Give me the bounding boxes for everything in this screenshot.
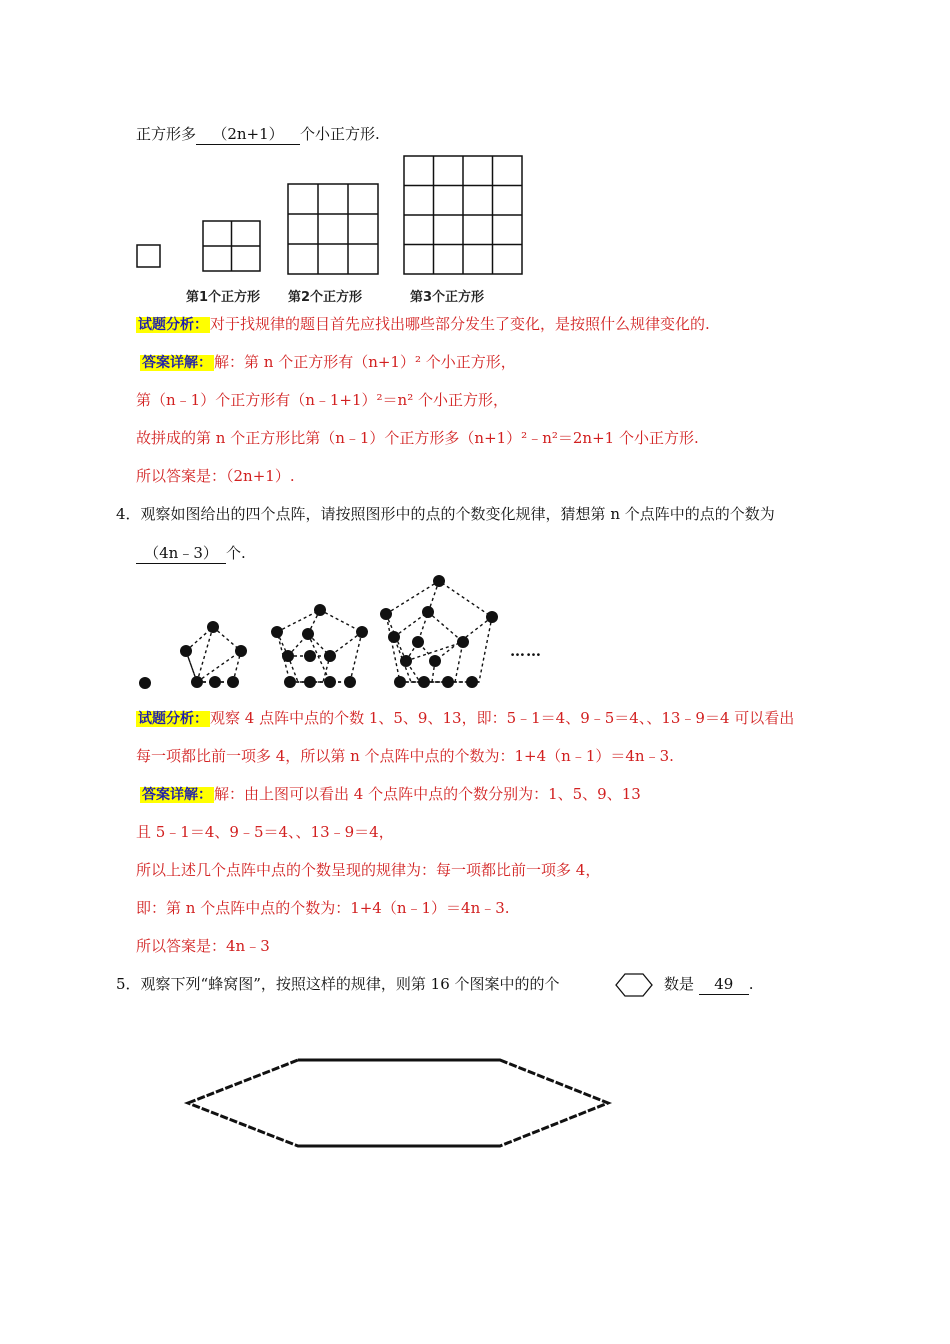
q3-answer-blank: （2n+1） [196, 124, 300, 145]
large-hexagon-figure [180, 1050, 620, 1160]
square-2 [203, 221, 260, 271]
q3-analysis: 试题分析： 对于找规律的题目首先应找出哪些部分发生了变化，是按照什么规律变化的. [138, 315, 710, 333]
q4-solution-1: 答案详解： 解：由上图可以看出 4 个点阵中点的个数分别为：1、5、9、13 [142, 785, 641, 803]
q3-tail-line: 正方形多 （2n+1） 个小正方形. [136, 125, 380, 143]
caption-square-2: 第2个正方形 [288, 290, 363, 305]
lattice-3-dots [271, 604, 368, 688]
q5-answer-blank: 49 [699, 974, 749, 995]
square-4 [404, 156, 522, 274]
analysis-tag: 试题分析： [138, 711, 208, 727]
q4-question: 4．观察如图给出的四个点阵，请按照图形中的点的个数变化规律，猜想第 n 个点阵中的点的个数为 [116, 505, 775, 523]
q4-analysis-1: 试题分析： 观察 4 点阵中点的个数 1、5、9、13，即：5﹣1＝4、9﹣5＝4、、13﹣9＝4 可以看出 [138, 709, 795, 727]
analysis-tag: 试题分析： [138, 317, 208, 333]
answer-tag: 答案详解： [142, 355, 212, 371]
q3-solution-4: 所以答案是：（2n+1）. [136, 467, 295, 485]
answer-tag: 答案详解： [142, 787, 212, 803]
square-1 [137, 245, 160, 267]
lattice-1-dot [139, 677, 151, 689]
q4-solution-4: 即：第 n 个点阵中点的个数为：1+4（n﹣1）＝4n﹣3. [136, 899, 510, 917]
lattice-2-dots [180, 621, 247, 688]
lattice-ellipsis: …… [510, 642, 542, 660]
square-grid-figures [130, 150, 530, 280]
q5-question: 5．观察下列“蜂窝图”，按照这样的规律，则第 16 个图案中的的个 [116, 975, 560, 993]
q4-answer-blank: （4n﹣3） [136, 543, 226, 564]
q4-solution-3: 所以上述几个点阵中点的个数呈现的规律为：每一项都比前一项多 4， [136, 861, 601, 879]
q3-solution-3: 故拼成的第 n 个正方形比第（n﹣1）个正方形多（n+1）²﹣n²＝2n+1 个小正方形. [136, 429, 699, 447]
caption-square-3: 第3个正方形 [410, 290, 485, 305]
dot-lattice-figures [130, 570, 550, 695]
q4-analysis-2: 每一项都比前一项多 4，所以第 n 个点阵中点的个数为：1+4（n﹣1）＝4n﹣3. [136, 747, 674, 765]
caption-square-1: 第1个正方形 [186, 290, 261, 305]
q4-solution-2: 且 5﹣1＝4、9﹣5＝4、、13﹣9＝4， [136, 823, 394, 841]
q3-solution-1: 答案详解： 解：第 n 个正方形有（n+1）² 个小正方形， [142, 353, 516, 371]
q4-answer-line: （4n﹣3） 个. [136, 543, 246, 564]
square-3 [288, 184, 378, 274]
q4-solution-5: 所以答案是：4n﹣3 [136, 937, 270, 955]
small-hexagon-icon [614, 972, 654, 998]
q3-solution-2: 第（n﹣1）个正方形有（n﹣1+1）²＝n² 个小正方形， [136, 391, 508, 409]
q5-answer-line: 数是 49 . [664, 975, 754, 993]
